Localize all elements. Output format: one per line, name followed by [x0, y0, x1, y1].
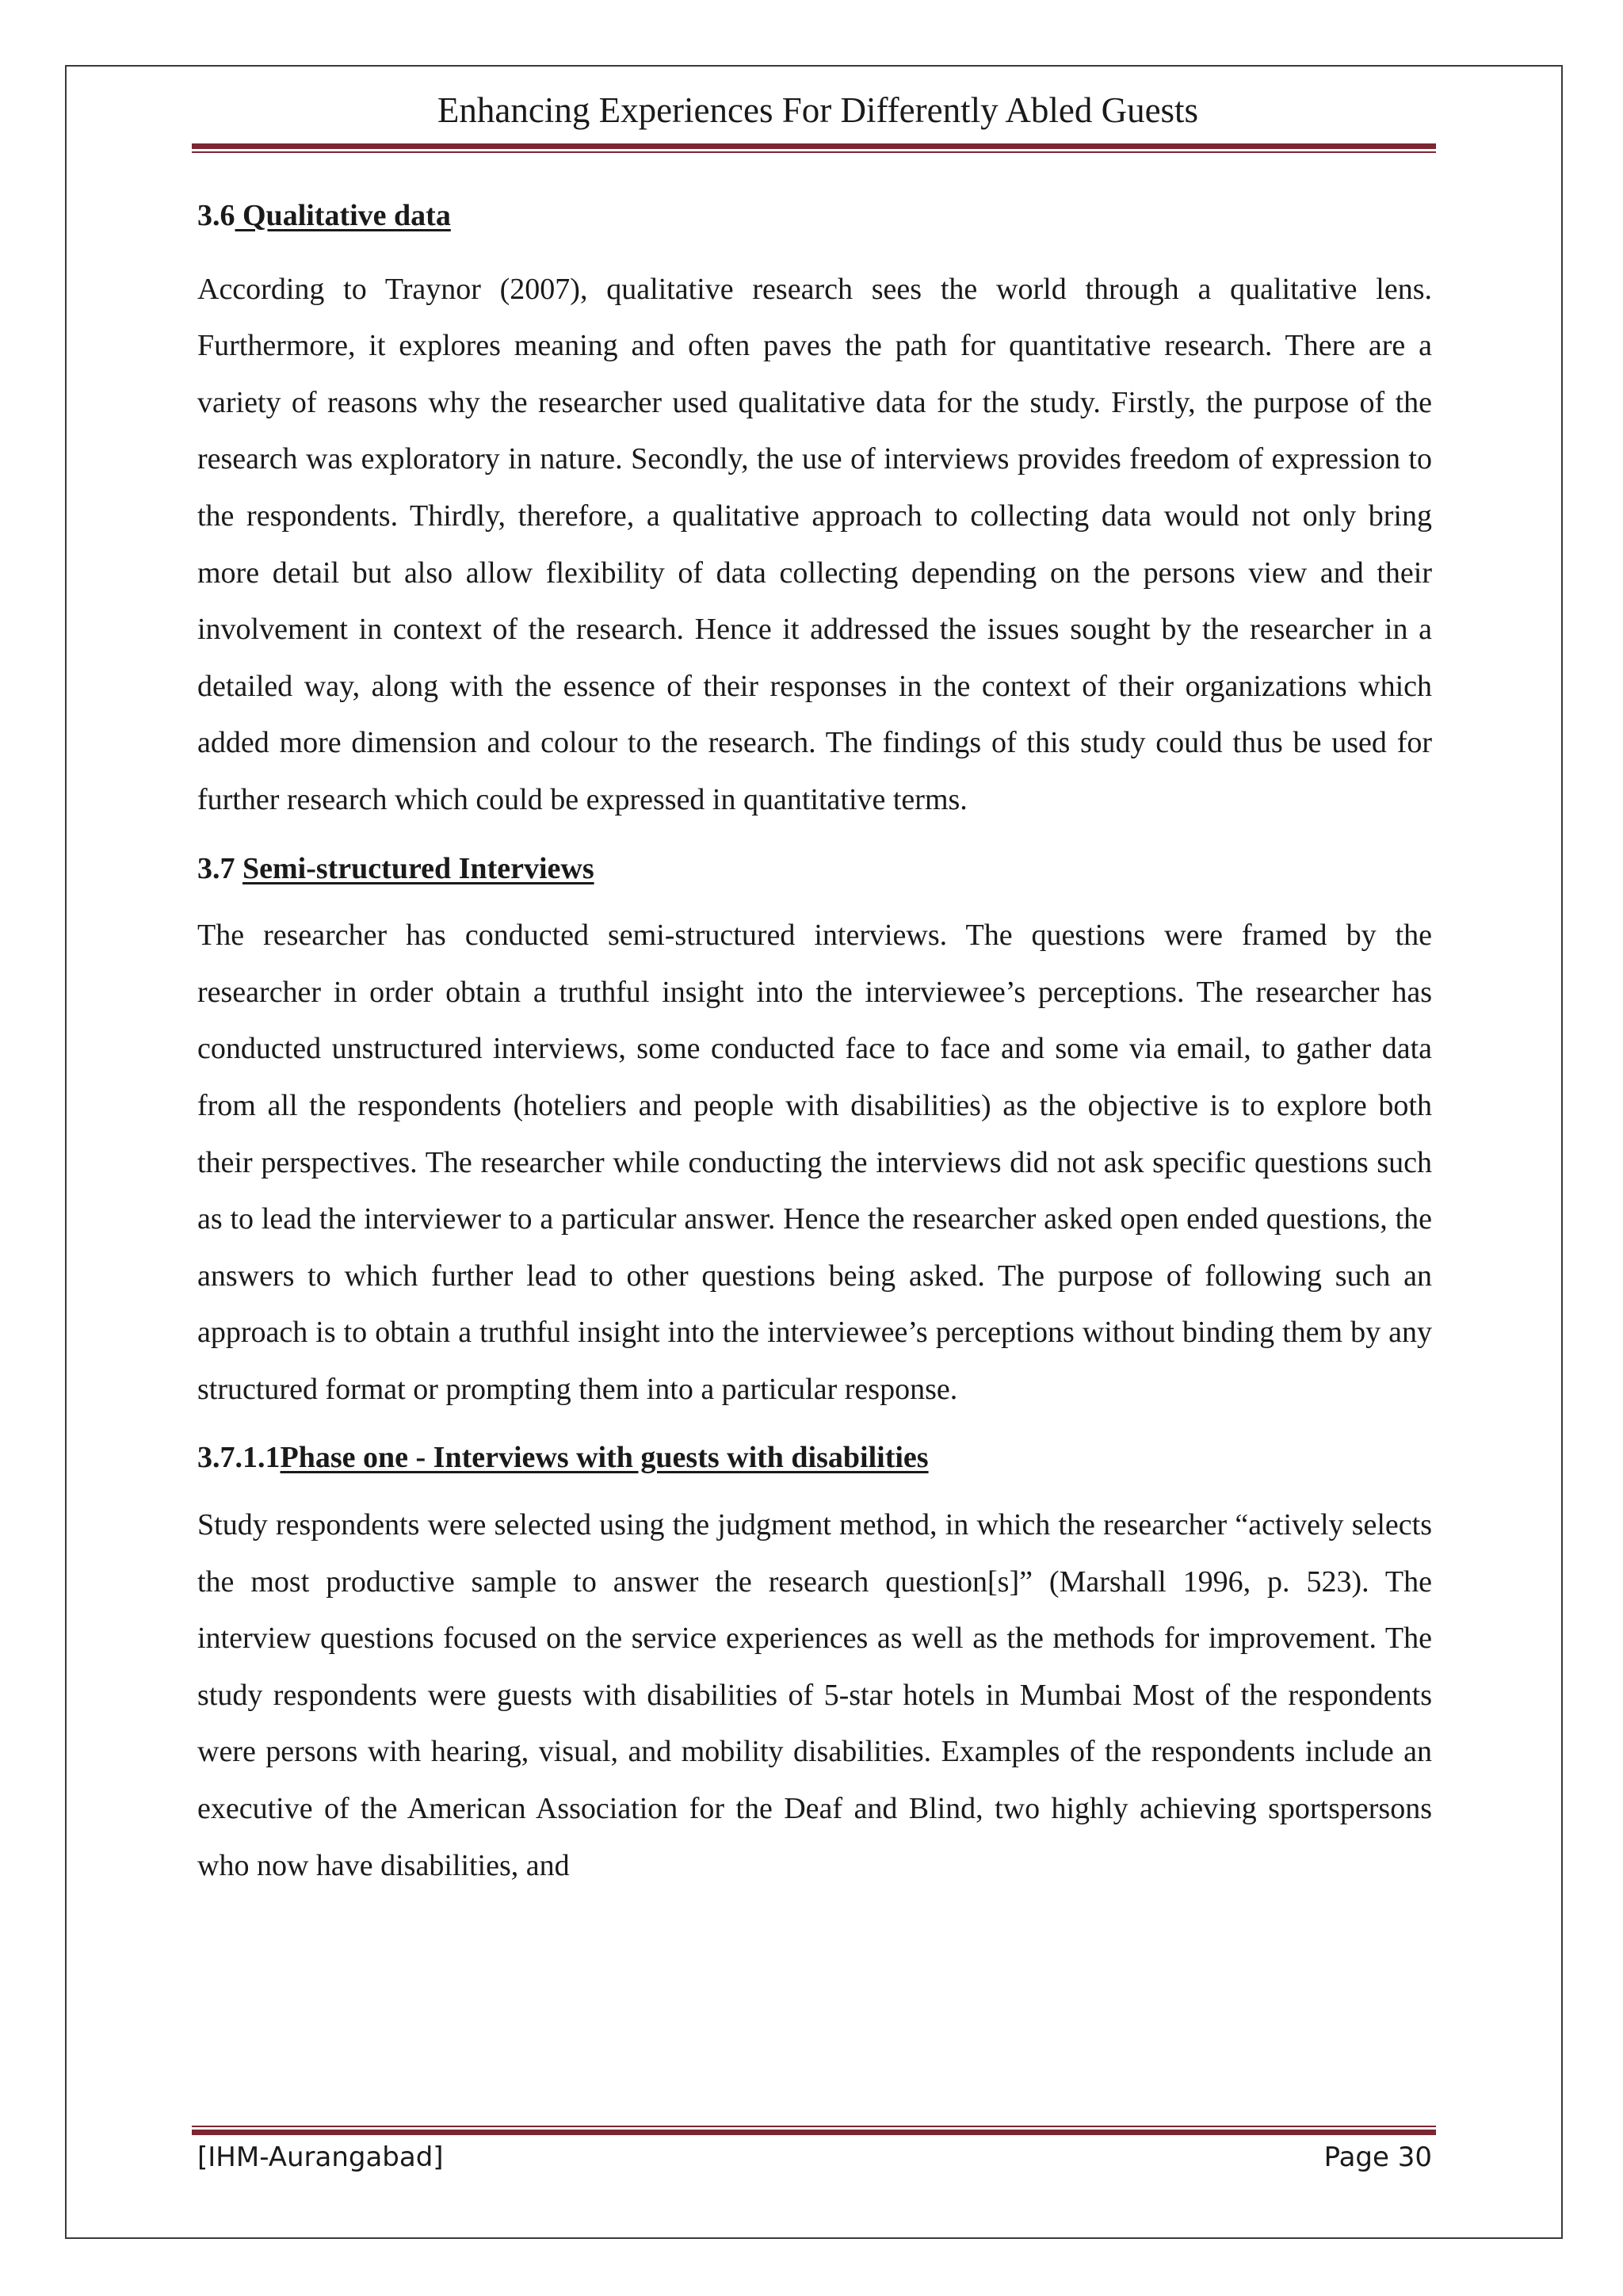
section-number: 3.6 [197, 199, 235, 232]
footer-rule [192, 2126, 1436, 2135]
section-number: 3.7.1.1 [197, 1441, 281, 1475]
section-heading-3-6 [197, 198, 1432, 235]
section-heading-3-7-1-1 [197, 1440, 1432, 1477]
section-title: Phase one - Interviews with guests with disabilities [280, 1441, 929, 1475]
page-header [197, 89, 1439, 132]
page-content [197, 190, 1432, 1894]
page-footer [197, 2141, 1432, 2174]
paragraph-semi-structured-interviews: The researcher has conducted semi-structured interviews. The questions were framed by the researcher in order obtain a truthful insight into the interviewee’s perceptions. The researcher has conducted unstructured interviews, some conducted face to face and some via email, to gather data from all the respondents (hoteliers and people with disabilities) as the objective is to explore both their perspectives. The researcher while conducting the interviews did not ask specific questions such as to lead the interviewer to a particular answer. Hence the researcher asked open ended questions, the answers to which further lead to other questions being asked. The purpose of following such an approach is to obtain a truthful insight into the interviewee’s perceptions without binding them by any structured format or prompting them into a particular response. [197, 919, 1432, 1406]
paragraph-phase-one: Study respondents were selected using the judgment method, in which the researcher “actively selects the most productive sample to answer the research question[s]” (Marshall 1996, p. 523). The interview questions focused on the service experiences as well as the methods for improvement. The study respondents were guests with disabilities of 5-star hotels in Mumbai Most of the respondents were persons with hearing, visual, and mobility disabilities. Examples of the respondents include an executive of the American Association for the Deaf and Blind, two highly achieving sportspersons who now have disabilities, and [197, 1508, 1432, 1882]
section-title: Semi-structured Interviews [242, 851, 594, 885]
footer-institution: [IHM-Aurangabad] [197, 2141, 444, 2173]
document-title: Enhancing Experiences For Differently Abled Guests [437, 90, 1199, 130]
section-heading-3-7 [197, 851, 1432, 888]
page-number: Page 30 [1323, 2141, 1432, 2173]
paragraph-qualitative-data: According to Traynor (2007), qualitative research sees the world through a qualitative lens. Furthermore, it explores meaning and often paves the path for quantitative research. There are a variety of reasons why the researcher used qualitative data for the study. Firstly, the purpose of the research was exploratory in nature. Secondly, the use of interviews provides freedom of expression to the respondents. Thirdly, therefore, a qualitative approach to collecting data would not only bring more detail but also allow flexibility of data collecting depending on the persons view and their involvement in context of the research. Hence it addressed the issues sought by the researcher in a detailed way, along with the essence of their responses in the context of their organizations which added more dimension and colour to the research. The findings of this study could thus be used for further research which could be expressed in quantitative terms. [197, 272, 1432, 816]
section-number: 3.7 [197, 851, 242, 885]
section-title: Qualitative data [235, 199, 451, 232]
header-rule [192, 143, 1436, 153]
